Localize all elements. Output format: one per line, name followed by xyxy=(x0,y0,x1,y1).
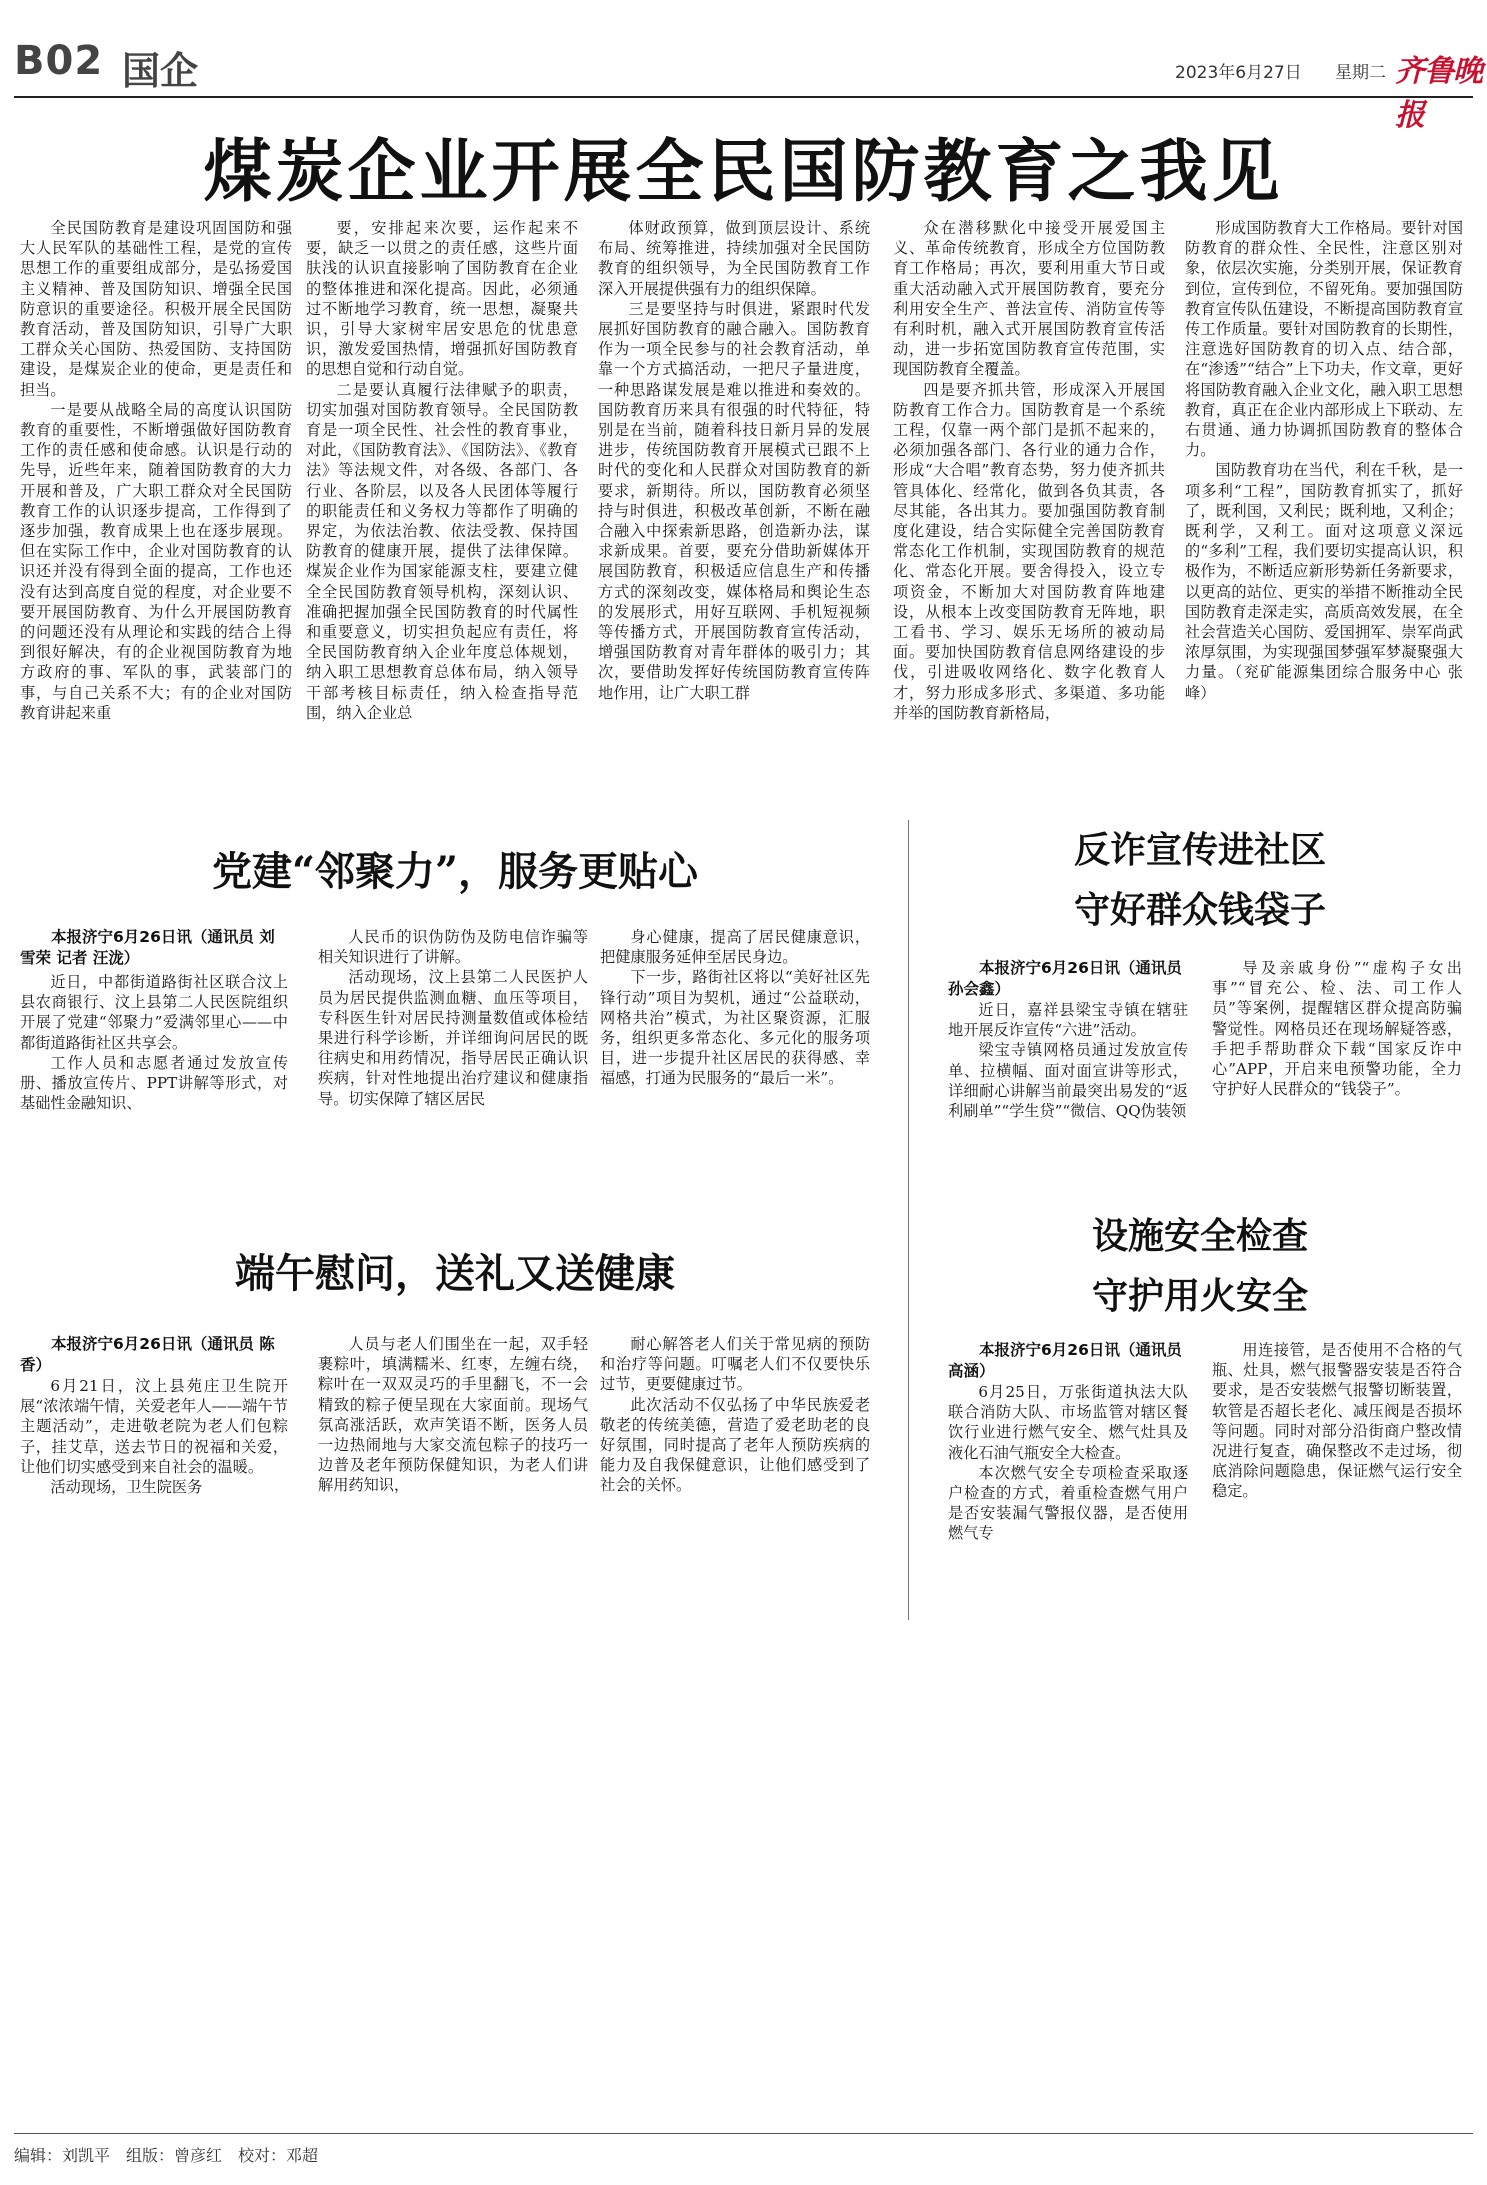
header-rule xyxy=(14,96,1473,98)
page-number: B02 xyxy=(14,38,104,84)
editor-credits: 编辑：刘凯平 组版：曾彦红 校对：邓超 xyxy=(14,2146,319,2165)
dragon-boat-col-1: 6月21日，汶上县苑庄卫生院开展“浓浓端午情，关爱老年人——端午节主题活动”，走进敬老院为老人们包粽子，挂艾草，送去节日的祝福和关爱，让他们切实感受到来自社会的温暖。 活动现场，卫生院医务 xyxy=(20,1377,288,1497)
fire-safety-col-1: 6月25日，万张街道执法大队联合消防大队、市场监管对辖区餐饮行业进行燃气安全、燃气灶具及液化石油气瓶安全大检查。 本次燃气安全专项检查采取逐户检查的方式，着重检查燃气用户是否安装漏气警报仪器，是否使用燃气专 xyxy=(948,1383,1188,1543)
lead-headline: 煤炭企业开展全民国防教育之我见 xyxy=(203,132,1284,212)
lead-col-2: 要，安排起来次要，运作起来不要，缺乏一以贯之的责任感，这些片面肤浅的认识直接影响了国防教育在企业的整体推进和深化提高。因此，必须通过不断地学习教育，统一思想，凝聚共识，引导大家树牢居安思危的忧患意识，激发爱国热情，增强抓好国防教育的思想自觉和行动自觉。 二是要认真履行法律赋予的职责，切实加强对国防教育领导。全民国防教育是一项全民性、社会性的教育事业，对此，《国防教育法》、《国防法》、《教育法》等法规文件，对各级、各部门、各行业、各阶层，以及各人民团体等履行的职能责任和义务权力等都作了明确的界定，为依法治教、依法受教、保持国防教育的健康开展，提供了法律保障。煤炭企业作为国家能源支柱，要建立健全全民国防教育领导机构，深刻认识、准确把握加强全民国防教育的时代属性和重要意义，切实担负起应有责任，将全民国防教育纳入企业年度总体规划，纳入职工思想教育总体布局，纳入领导干部考核目标责任，纳入检查指导范围，纳入企业总 xyxy=(306,219,578,722)
section-name: 国企 xyxy=(122,48,199,93)
party-col-3: 身心健康，提高了居民健康意识，把健康服务延伸至居民身边。 下一步，路街社区将以“美好社区先锋行动”项目为契机，通过“公益联动，网格共治”模式，为社区聚资源，汇服务，组织更多常态化、多元化的服务项目，进一步提升社区居民的获得感、幸福感，打通为民服务的“最后一米”。 xyxy=(600,928,870,1088)
dragon-boat-col-3: 耐心解答老人们关于常见病的预防和治疗等问题。叮嘱老人们不仅要快乐过节，更要健康过节。 此次活动不仅弘扬了中华民族爱老敬老的传统美德，营造了爱老助老的良好氛围，同时提高了老年人预防疾病的能力及自我保健意识，让他们感受到了社会的关怀。 xyxy=(600,1335,870,1495)
fire-safety-headline-1: 设施安全检查 xyxy=(1091,1215,1308,1257)
footer-rule xyxy=(14,2133,1473,2134)
anti-fraud-lede: 本报济宁6月26日讯（通讯员 孙会鑫） xyxy=(948,959,1182,998)
lead-col-1: 全民国防教育是建设巩固国防和强大人民军队的基础性工程，是党的宣传思想工作的重要组成部分，是弘扬爱国主义精神、普及国防知识、增强全民国防意识的重要途径。积极开展全民国防教育活动，普及国防知识，引导广大职工群众关心国防、热爱国防、支持国防建设，是煤炭企业的使命，更是责任和担当。 一是要从战略全局的高度认识国防教育的重要性，不断增强做好国防教育工作的责任感和使命感。认识是行动的先导，近些年来，随着国防教育的大力开展和普及，广大职工群众对全民国防教育工作的认识逐步提高，工作得到了逐步加强，教育成果上也在逐步展现。但在实际工作中，企业对国防教育的认识还并没有得到全面的提高，工作也还没有达到高度自觉的程度，对企业要不要开展国防教育、为什么开展国防教育的问题还没有从理论和实践的结合上得到很好解决，有的企业视国防教育为地方政府的事、军队的事，武装部门的事，与自己关系不大；有的企业对国防教育讲起来重 xyxy=(20,219,292,722)
anti-fraud-col-1: 近日，嘉祥县梁宝寺镇在辖驻地开展反诈宣传“六进”活动。 梁宝寺镇网格员通过发放宣传单、拉横幅、面对面宣讲等形式，详细耐心讲解当前最突出易发的“返利刷单”“学生贷”“微信、QQ伪装领 xyxy=(948,1001,1188,1121)
issue-date: 2023年6月27日 xyxy=(1175,63,1302,83)
dragon-boat-headline: 端午慰问，送礼又送健康 xyxy=(235,1250,675,1297)
anti-fraud-headline-1: 反诈宣传进社区 xyxy=(1073,829,1326,871)
lead-col-4: 众在潜移默化中接受开展爱国主义、革命传统教育，形成全方位国防教育工作格局；再次，要利用重大节日或重大活动融入式开展国防教育，要充分利用安全生产、普法宣传、消防宣传等有利时机，融入式开展国防教育宣传活动，进一步拓宽国防教育宣传范围，实现国防教育全覆盖。 四是要齐抓共管，形成深入开展国防教育工作合力。国防教育是一个系统工程，仅靠一两个部门是抓不起来的，必须加强各部门、各行业的通力合作，形成“大合唱”教育态势，努力使齐抓共管具体化、经常化，做到各负其责，各尽其能，各出其力。要加强国防教育制度化建设，结合实际健全完善国防教育常态化工作机制，实现国防教育的规范化、常态化开展。要舍得投入，设立专项资金，不断加大对国防教育阵地建设，从根本上改变国防教育无阵地，职工看书、学习、娱乐无场所的被动局面。要加快国防教育信息网络建设的步伐，引进吸收网络化、数字化教育人才，努力形成多形式、多渠道、多功能并举的国防教育新格局， xyxy=(893,219,1165,722)
fire-safety-headline-2: 守护用火安全 xyxy=(1091,1275,1308,1317)
fire-safety-lede: 本报济宁6月26日讯（通讯员 高涵） xyxy=(948,1341,1182,1380)
issue-weekday: 星期二 xyxy=(1335,63,1386,83)
party-headline: 党建“邻聚力”，服务更贴心 xyxy=(211,848,698,895)
dragon-boat-col-2: 人员与老人们围坐在一起，双手轻裹粽叶，填满糯米、红枣，左缠右绕，粽叶在一双双灵巧的手里翻飞，不一会精致的粽子便呈现在大家面前。现场气氛高涨活跃，欢声笑语不断，医务人员一边热闹地与大家交流包粽子的技巧一边普及老年预防保健知识，为老人们讲解用药知识， xyxy=(318,1335,588,1495)
lead-col-3: 体财政预算，做到顶层设计、系统布局、统筹推进，持续加强对全民国防教育的组织领导，为全民国防教育工作深入开展提供强有力的组织保障。 三是要坚持与时俱进，紧跟时代发展抓好国防教育的融合融入。国防教育作为一项全民参与的社会教育活动，单靠一个方式搞活动，一把尺子量进度，一种思路谋发展是难以推进和奏效的。国防教育历来具有很强的时代特征，特别是在当前，随着科技日新月异的发展进步，传统国防教育开展模式已跟不上时代的变化和人民群众对国防教育的新要求，新期待。所以，国防教育必须坚持与时俱进，积极改革创新，不断在融合融入中探索新思路，创造新办法，谋求新成果。首要，要充分借助新媒体开展国防教育，积极适应信息生产和传播方式的深刻改变，媒体格局和舆论生态的发展形式，用好互联网、手机短视频等传播方式，开展国防教育宣传活动，增强国防教育对青年群体的吸引力；其次，要借助发挥好传统国防教育宣传阵地作用，让广大职工群 xyxy=(598,219,870,702)
party-col-1: 近日，中都街道路街社区联合汶上县农商银行、汶上县第二人民医院组织开展了党建“邻聚力”爱满邻里心——中都街道路街社区共享会。 工作人员和志愿者通过发放宣传册、播放宣传片、PPT讲解等形式，对基础性金融知识、 xyxy=(20,973,288,1113)
column-divider xyxy=(908,820,909,1620)
lead-col-5: 形成国防教育大工作格局。要针对国防教育的群众性、全民性，注意区别对象，依层次实施，分类别开展，保证教育到位，宣传到位，不留死角。要加强国防教育宣传队伍建设，不断提高国防教育宣传工作质量。要针对国防教育的长期性，注意选好国防教育的切入点、结合部，在“渗透”“结合”上下功夫，作文章，更好将国防教育融入企业文化，融入职工思想教育，真正在企业内部形成上下联动、左右贯通、通力协调抓国防教育的整体合力。 国防教育功在当代，利在千秋，是一项多利“工程”，国防教育抓实了，抓好了，既利国，又利民；既利地，又利企；既利学，又利工。面对这项意义深远的“多利”工程，我们要切实提高认识，积极作为，不断适应新形势新任务新要求，以更高的站位、更实的举措不断推动全民国防教育走深走实，高质高效发展，在全社会营造关心国防、爱国拥军、崇军尚武浓厚氛围，为实现强国梦强军梦凝聚强大力量。（兖矿能源集团综合服务中心 张峰） xyxy=(1185,219,1463,702)
dragon-boat-lede: 本报济宁6月26日讯（通讯员 陈香） xyxy=(20,1335,275,1374)
party-col-2: 人民币的识伪防伪及防电信诈骗等相关知识进行了讲解。 活动现场，汶上县第二人民医护人员为居民提供监测血糖、血压等项目，专科医生针对居民持测量数值或体检结果进行科学诊断，并详细询问居民的既往病史和用药情况，指导居民正确认识疾病，针对性地提出治疗建议和健康指导。切实保障了辖区居民 xyxy=(318,928,588,1108)
anti-fraud-headline-2: 守好群众钱袋子 xyxy=(1073,889,1326,931)
masthead-logo: 齐鲁晚报 xyxy=(1395,54,1482,133)
fire-safety-col-2: 用连接管，是否使用不合格的气瓶、灶具，燃气报警器安装是否符合要求，是否安装燃气报警切断装置，软管是否超长老化、减压阀是否损坏等问题。同时对部分沿街商户整改情况进行复查，确保整改不走过场，彻底消除问题隐患，保证燃气运行安全稳定。 xyxy=(1212,1341,1462,1501)
anti-fraud-col-2: 导及亲戚身份”“虚构子女出事”“冒充公、检、法、司工作人员”等案例，提醒辖区群众提高防骗警觉性。网格员还在现场解疑答惑，手把手帮助群众下载“国家反诈中心”APP，开启来电预警功能，全力守护好人民群众的“钱袋子”。 xyxy=(1212,959,1462,1099)
party-lede: 本报济宁6月26日讯（通讯员 刘雪荣 记者 汪泷） xyxy=(20,928,275,967)
